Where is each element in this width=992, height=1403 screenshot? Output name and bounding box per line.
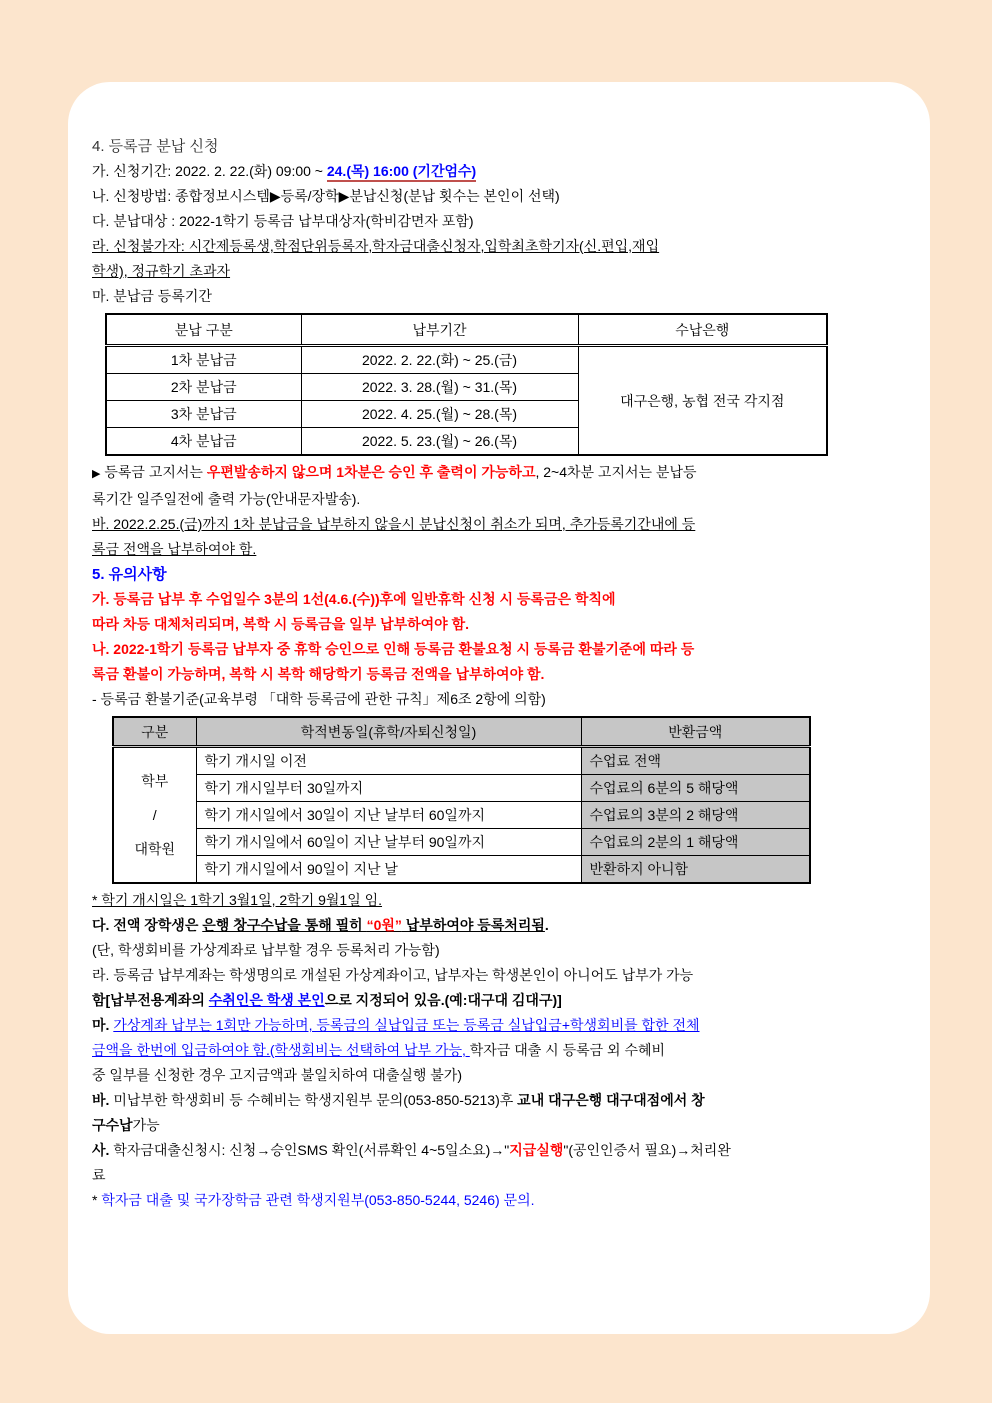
table-row	[113, 829, 810, 856]
s5-semester-start-note: * 학기 개시일은 1학기 3월1일, 2학기 9월1일 임.	[92, 892, 383, 908]
section5-title: 5. 유의사항	[92, 566, 167, 583]
s5-item-one-time-payment-line2	[92, 1038, 912, 1063]
s5-ma-blue2: 금액을 한번에 입금하여야 함.(학생회비는 선택하여 납부 가능,	[92, 1042, 470, 1058]
s5-item-unpaid-fee-line2	[92, 1113, 912, 1138]
s4-item-ineligible-line1: 라. 신청불가자: 시간제등록생,학점단위등록자,학자금대출신청자,입학최초학기자(신.편입,재입	[92, 238, 660, 254]
s5-item-zero-payment-line1	[92, 913, 912, 938]
s5-ra-l2c: 으로 지정되어 있음.(예:대구대 김대구)]	[324, 992, 562, 1008]
s4-item-application-period	[92, 159, 912, 184]
installment-2-period: 2022. 3. 28.(월) ~ 31.(목)	[301, 374, 578, 401]
refund-table-header-row	[113, 717, 810, 747]
s5-ra-l2a: 함[납부전용계좌의	[92, 992, 209, 1008]
s5-loan-contact-note	[92, 1188, 912, 1213]
s5-ba-bold2: 구수납	[92, 1117, 133, 1133]
s5-sa-pre: 학자금대출신청시: 신청→승인SMS 확인(서류확인 4~5일소요)→"	[113, 1142, 510, 1158]
installment-header-period: 납부기간	[301, 314, 578, 346]
s4-ga-prefix: 가. 신청기간: 2022. 2. 22.(화) 09:00 ~	[92, 163, 327, 179]
s5-item-loan-process-line1	[92, 1138, 912, 1163]
installment-1-name: 1차 분납금	[106, 346, 301, 374]
s5-item-virtual-account-line1: 라. 등록금 납부계좌는 학생명의로 개설된 가상계좌이고, 납부자는 학생본인이 아니어도 납부가 가능	[92, 967, 694, 983]
s5-item-refund-line2: 록금 환불이 가능하며, 복학 시 복학 해당학기 등록금 전액을 납부하여야 함.	[92, 666, 545, 682]
refund-group-slash: /	[152, 807, 157, 823]
s5-da-label: 다.	[92, 917, 114, 933]
s5-da-bold-pre: 전액 장학생은	[113, 917, 203, 933]
refund-row2-amount: 수업료의 6분의 5 해당액	[581, 775, 810, 802]
s4-note-post: , 2~4차분 고지서는 분납등	[535, 464, 697, 480]
installment-table-header-row	[106, 314, 827, 346]
s5-item-loan-process-line2: 료	[92, 1167, 106, 1183]
s5-da-zero-won: “0원”	[366, 917, 402, 933]
table-row	[113, 802, 810, 829]
installment-header-type: 분납 구분	[106, 314, 301, 346]
s4-item-cancellation-line2: 록금 전액을 납부하여야 함.	[92, 541, 257, 557]
s5-sa-disbursement: 지급실행	[509, 1142, 564, 1158]
s5-item-one-time-payment-line1	[92, 1013, 912, 1038]
s5-item-leave-line1: 가. 등록금 납부 후 수업일수 3분의 1선(4.6.(수))후에 일반휴학 신청 시 등록금은 학칙에	[92, 591, 616, 607]
s5-item-zero-payment-line2: (단, 학생회비를 가상계좌로 납부할 경우 등록처리 가능함)	[92, 942, 440, 958]
s5-da-u2: 납부하여야 등록처리됨	[401, 917, 545, 933]
installment-4-name: 4차 분납금	[106, 428, 301, 456]
s4-ga-deadline: 24.(목) 16:00 (기간엄수)	[327, 163, 476, 182]
s5-ba-bold: 교내 대구은행 대구대점에서 창	[517, 1092, 705, 1108]
refund-header-category: 구분	[113, 717, 196, 747]
s5-ma-blue1: 가상계좌 납부는 1회만 가능하며, 등록금의 실납입금 또는 등록금 실납입금+학생회비를 합한 전체	[113, 1017, 700, 1033]
s4-item-application-method: 나. 신청방법: 종합정보시스템▶등록/장학▶분납신청(분납 횟수는 본인이 선택)	[92, 188, 560, 204]
s5-item-virtual-account-line2	[92, 988, 912, 1013]
table-row	[113, 775, 810, 802]
s5-ba-label: 바.	[92, 1092, 114, 1108]
installment-bank-cell: 대구은행, 농협 전국 각지점	[578, 346, 827, 456]
refund-standard-table	[112, 716, 811, 884]
installment-schedule-table	[105, 313, 828, 456]
s4-note-pre: 등록금 고지서는	[100, 464, 207, 480]
s4-item-ineligible-line2: 학생), 정규학기 초과자	[92, 263, 231, 279]
s5-sa-post: "(공인인증서 필요)→처리완	[563, 1142, 731, 1158]
refund-row1-when: 학기 개시일 이전	[196, 747, 581, 775]
installment-1-period: 2022. 2. 22.(화) ~ 25.(금)	[301, 346, 578, 374]
table-row	[113, 747, 810, 775]
s5-sa-label: 사.	[92, 1142, 114, 1158]
s5-ba-pre: 미납부한 학생회비 등 수혜비는 학생지원부 문의(053-850-5213)후	[113, 1092, 518, 1108]
refund-row3-amount: 수업료의 3분의 2 해당액	[581, 802, 810, 829]
s5-ma-label: 마.	[92, 1017, 114, 1033]
s5-ra-recipient: 수취인은 학생 본인	[208, 992, 325, 1008]
s5-refund-standard-caption: - 등록금 환불기준(교육부령 「대학 등록금에 관한 규칙」제6조 2항에 의함)	[92, 691, 546, 707]
refund-group-undergrad: 학부	[141, 773, 169, 789]
table-row	[113, 856, 810, 884]
refund-row5-when: 학기 개시일에서 90일이 지난 날	[196, 856, 581, 884]
refund-row2-when: 학기 개시일부터 30일까지	[196, 775, 581, 802]
table-row	[106, 346, 827, 374]
s5-item-refund-line1: 나. 2022-1학기 등록금 납부자 중 휴학 승인으로 인해 등록금 환불요청 시 등록금 환불기준에 따라 등	[92, 641, 695, 657]
section4-title: 4. 등록금 분납 신청	[92, 138, 219, 155]
s5-da-u1: 은행 창구수납을 통해 필히	[202, 917, 367, 933]
installment-2-name: 2차 분납금	[106, 374, 301, 401]
s4-note-emphasis: 우편발송하지 않으며 1차분은 승인 후 출력이 가능하고	[206, 464, 536, 480]
refund-group-cell	[113, 747, 196, 884]
s5-item-leave-line2: 따라 차등 대체처리되며, 복학 시 등록금을 일부 납부하여야 함.	[92, 616, 469, 632]
refund-row3-when: 학기 개시일에서 30일이 지난 날부터 60일까지	[196, 802, 581, 829]
s4-item-cancellation-line1: 바. 2022.2.25.(금)까지 1차 분납금을 납부하지 않을시 분납신청이 취소가 되며, 추가등록기간내에 등	[92, 516, 696, 532]
s5-da-tail: .	[544, 917, 549, 933]
s5-ma-black2: 학자금 대출 시 등록금 외 수혜비	[469, 1042, 666, 1058]
installment-header-bank: 수납은행	[578, 314, 827, 346]
s5-star2-text: 학자금 대출 및 국가장학금 관련 학생지원부(053-850-5244, 5246) 문의.	[101, 1192, 535, 1208]
refund-row4-when: 학기 개시일에서 60일이 지난 날부터 90일까지	[196, 829, 581, 856]
s4-bill-note-line1	[92, 460, 912, 487]
refund-group-graduate: 대학원	[134, 841, 176, 857]
refund-row1-amount: 수업료 전액	[581, 747, 810, 775]
refund-header-change-date: 학적변동일(휴학/자퇴신청일)	[196, 717, 581, 747]
installment-3-period: 2022. 4. 25.(월) ~ 28.(목)	[301, 401, 578, 428]
s4-item-installment-period: 마. 분납금 등록기간	[92, 288, 212, 304]
s5-ba-tail: 가능	[132, 1117, 160, 1133]
installment-4-period: 2022. 5. 23.(월) ~ 26.(목)	[301, 428, 578, 456]
s5-da-underlined	[202, 917, 545, 933]
refund-header-amount: 반환금액	[581, 717, 810, 747]
triangle-bullet-icon: ▶	[92, 468, 101, 480]
s4-item-target: 다. 분납대상 : 2022-1학기 등록금 납부대상자(학비감면자 포함)	[92, 213, 474, 229]
refund-row5-amount: 반환하지 아니함	[581, 856, 810, 884]
document-panel	[68, 82, 930, 1334]
s5-item-one-time-payment-line3: 중 일부를 신청한 경우 고지금액과 불일치하여 대출실행 불가)	[92, 1067, 462, 1083]
refund-row4-amount: 수업료의 2분의 1 해당액	[581, 829, 810, 856]
s5-item-unpaid-fee-line1	[92, 1088, 912, 1113]
s4-bill-note-line2: 록기간 일주일전에 출력 가능(안내문자발송).	[92, 491, 361, 507]
s5-star2-mark: *	[92, 1192, 102, 1208]
installment-3-name: 3차 분납금	[106, 401, 301, 428]
